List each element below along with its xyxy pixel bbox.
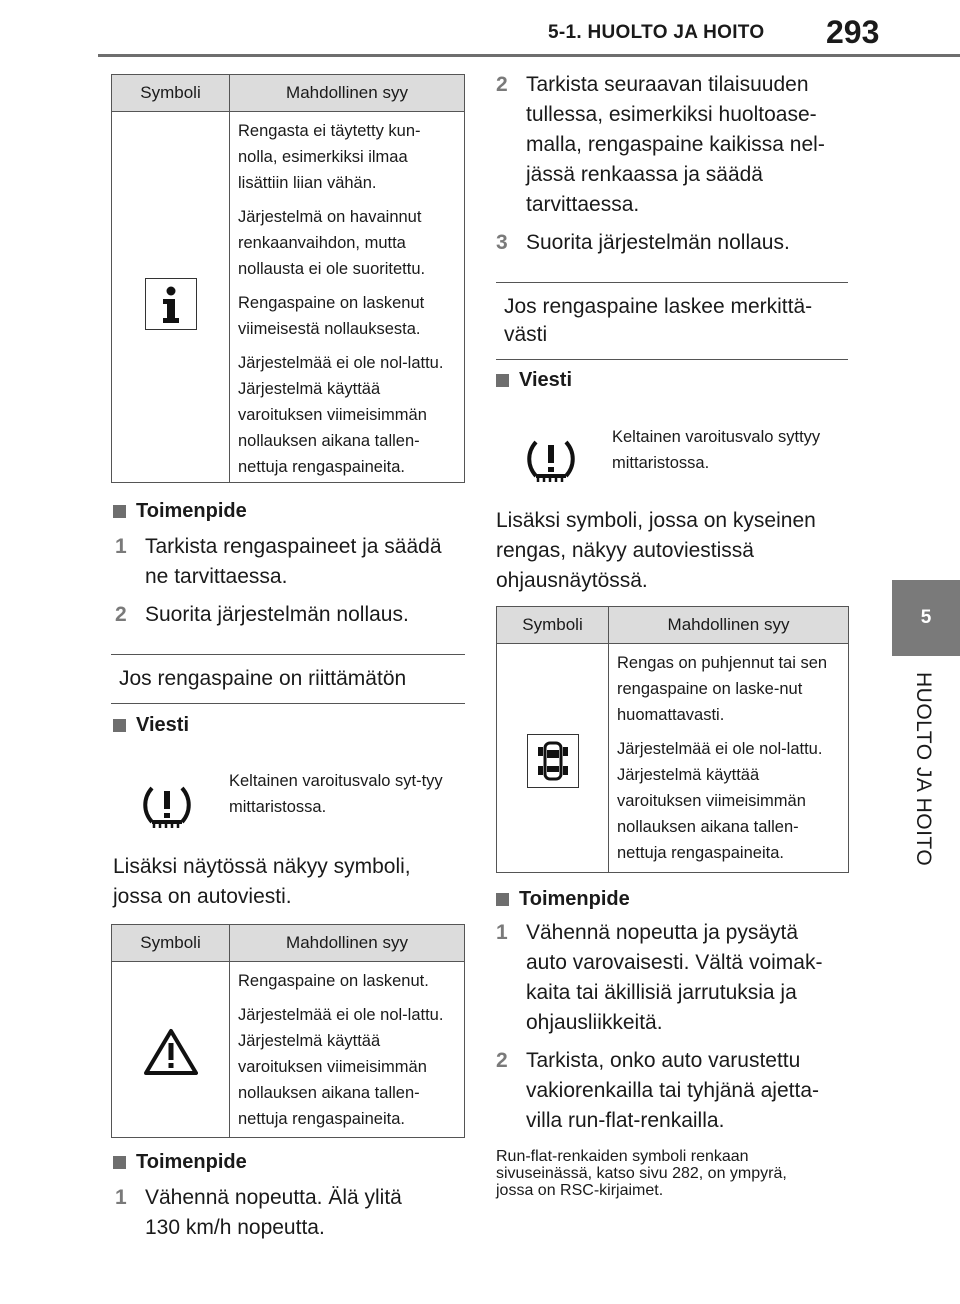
page-number: 293: [826, 14, 880, 50]
col-cause-header: Mahdollinen syy: [230, 925, 465, 962]
car-tire-position-icon: [527, 734, 579, 788]
paragraph: Lisäksi symboli, jossa on kyseinen rengas, näkyy autoviestissä ohjausnäytössä.: [496, 509, 816, 592]
symbol-cell: [497, 644, 609, 873]
message-heading: Viesti: [113, 714, 189, 737]
square-bullet-icon: [113, 719, 126, 732]
step-item: 2 Suorita järjestelmän nollaus.: [115, 603, 409, 626]
col-symbol-header: Symboli: [112, 75, 230, 112]
message-text: Keltainen varoitusvalo syt-tyy mittaristossa.: [229, 772, 443, 816]
message-text: Keltainen varoitusvalo syttyy mittaristossa.: [612, 428, 821, 472]
cause-table-1: [111, 74, 465, 483]
action-heading: Toimenpide: [113, 1151, 247, 1174]
cause-text: Järjestelmää ei ole nol-lattu. Järjestelmä käyttää varoituksen viimeisimmän nollauksen aikana tallen-nettuja rengaspaineita.: [238, 354, 444, 476]
chapter-tab: [892, 580, 960, 656]
col-cause-header: Mahdollinen syy: [609, 607, 849, 644]
box-heading: Jos rengaspaine laskee merkittä-västi: [496, 282, 848, 360]
header-rule: [98, 54, 960, 57]
paragraph: Lisäksi näytössä näkyy symboli, jossa on autoviesti.: [113, 855, 411, 908]
cause-text: Järjestelmää ei ole nol-lattu. Järjestelmä käyttää varoituksen viimeisimmän nollauksen aikana tallen-nettuja rengaspaineita.: [238, 1006, 444, 1128]
action-steps: [496, 918, 841, 1136]
step-item: 2 Tarkista seuraavan tilaisuuden tullessa, esimerkiksi huoltoase-malla, rengaspaine kaikissa nel-jässä renkaassa ja säädä tarvittaessa.: [496, 73, 825, 216]
cause-table-2: [111, 924, 465, 1138]
col-symbol-header: Symboli: [112, 925, 230, 962]
action-steps: [115, 1183, 435, 1243]
action-heading: Toimenpide: [496, 888, 630, 911]
square-bullet-icon: [113, 505, 126, 518]
square-bullet-icon: [496, 893, 509, 906]
action-heading: Toimenpide: [113, 500, 247, 523]
tire-pressure-warning-icon: [140, 782, 194, 837]
action-steps-continued: [496, 70, 841, 258]
section-title: 5-1. HUOLTO JA HOITO: [548, 22, 765, 43]
chapter-number: 5: [920, 607, 932, 628]
col-symbol-header: Symboli: [497, 607, 609, 644]
cause-table-3: [496, 606, 849, 873]
symbol-cell: [112, 962, 230, 1138]
step-item: 2 Tarkista, onko auto varustettu vakiorenkailla tai tyhjänä ajetta-villa run-flat-renkailla.: [496, 1049, 819, 1132]
square-bullet-icon: [113, 1156, 126, 1169]
step-item: 1 Vähennä nopeutta. Älä ylitä 130 km/h nopeutta.: [115, 1186, 402, 1239]
cause-cell: [230, 962, 465, 1138]
step-item: 3 Suorita järjestelmän nollaus.: [496, 231, 790, 254]
cause-text: Järjestelmää ei ole nol-lattu. Järjestelmä käyttää varoituksen viimeisimmän nollauksen aikana tallen-nettuja rengaspaineita.: [617, 740, 823, 862]
warning-triangle-icon: [144, 1028, 198, 1081]
cause-text: Rengas on puhjennut tai sen rengaspaine on laske-nut huomattavasti.: [617, 654, 828, 724]
cause-text: Rengaspaine on laskenut.: [238, 972, 429, 990]
cause-text: Järjestelmä on havainnut renkaanvaihdon, mutta nollausta ei ole suoritettu.: [238, 208, 426, 278]
square-bullet-icon: [496, 374, 509, 387]
step-item: 1 Tarkista rengaspaineet ja säädä ne tarvittaessa.: [115, 535, 442, 588]
cause-text: Rengaspaine on laskenut viimeisestä nollauksesta.: [238, 294, 425, 338]
info-icon: [145, 278, 197, 330]
step-item: 1 Vähennä nopeutta ja pysäytä auto varovaisesti. Vältä voimak-kaita tai äkillisiä jarrutuksia ja ohjausliikkeitä.: [496, 921, 823, 1034]
cause-cell: [230, 112, 465, 483]
cause-text: Rengasta ei täytetty kun-nolla, esimerkiksi ilmaa lisättiin liian vähän.: [238, 122, 421, 192]
chapter-label: HUOLTO JA HOITO: [912, 672, 935, 867]
symbol-cell: [112, 112, 230, 483]
action-steps: [115, 532, 460, 630]
message-heading: Viesti: [496, 369, 572, 392]
tire-pressure-warning-icon: [524, 436, 578, 491]
footnote: Run-flat-renkaiden symboli renkaan sivuseinässä, katso sivu 282, on ympyrä, jossa on RSC-kirjaimet.: [496, 1148, 787, 1199]
col-cause-header: Mahdollinen syy: [230, 75, 465, 112]
box-heading: Jos rengaspaine on riittämätön: [111, 654, 465, 704]
cause-cell: [609, 644, 849, 873]
